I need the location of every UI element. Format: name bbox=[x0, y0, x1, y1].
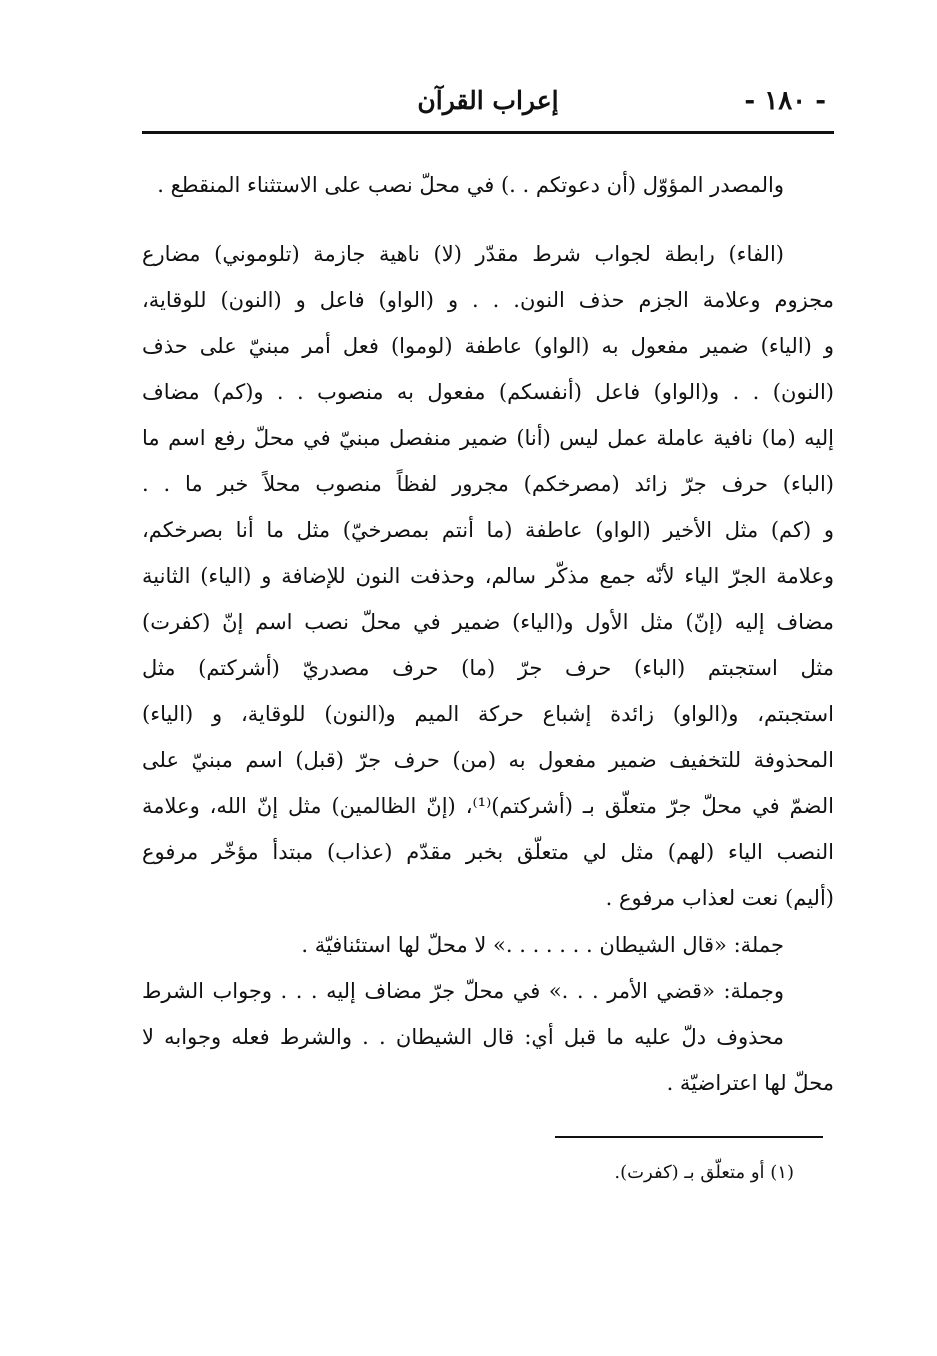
paragraph-line: (النون) . . و(الواو) فاعل (أنفسكم) مفعول به منصوب . . و(كم) مضاف bbox=[142, 380, 834, 404]
book-title: إعراب القرآن bbox=[417, 86, 559, 115]
page-number: - ١٨٠ - bbox=[744, 86, 826, 116]
grammar-analysis-paragraph bbox=[142, 231, 834, 921]
paragraph-line: و (كم) مثل الأخير (الواو) عاطفة (ما أنتم بمصرخيّ) مثل ما أنا بصرخكم، bbox=[142, 518, 834, 542]
paragraph-line: استجبتم، و(الواو) زائدة إشباع حركة الميم و(النون) للوقاية، و (الياء) bbox=[142, 702, 834, 726]
paragraph-line: مجزوم وعلامة الجزم حذف النون. . . و (الواو) فاعل و (النون) للوقاية، bbox=[142, 288, 834, 312]
paragraph-line: مثل استجبتم (الباء) حرف جرّ (ما) حرف مصدريّ (أشركتم) مثل bbox=[142, 656, 834, 680]
sentence-line: جملة: «قال الشيطان . . . . . . .» لا محلّ لها استئنافيّة . bbox=[301, 933, 784, 957]
header-divider bbox=[142, 131, 834, 134]
page-header bbox=[142, 84, 834, 132]
sentence-line: محلّ لها اعتراضيّة . bbox=[666, 1071, 834, 1095]
paragraph-line: إليه (ما) نافية عاملة عمل ليس (أنا) ضمير منفصل مبنيّ في محلّ رفع اسم ما bbox=[142, 426, 834, 450]
footnote-divider bbox=[555, 1136, 823, 1138]
paragraph-line: (أليم) نعت لعذاب مرفوع . bbox=[605, 886, 834, 910]
paragraph-line: (الفاء) رابطة لجواب شرط مقدّر (لا) ناهية جازمة (تلوموني) مضارع bbox=[142, 242, 784, 266]
paragraph-line: المحذوفة للتخفيف ضمير مفعول به (من) حرف جرّ (قبل) اسم مبنيّ على bbox=[142, 748, 834, 772]
paragraph-line: و (الياء) ضمير مفعول به (الواو) عاطفة (لوموا) فعل أمر مبنيّ على حذف bbox=[142, 334, 834, 358]
intro-paragraph bbox=[142, 162, 834, 208]
paragraph-line: مضاف إليه (إنّ) مثل الأول و(الياء) ضمير في محلّ نصب اسم إنّ (كفرت) bbox=[142, 610, 834, 634]
sentences-paragraph bbox=[142, 922, 834, 1106]
paragraph-line: النصب الياء (لهم) مثل لي متعلّق بخبر مقدّم (عذاب) مبتدأ مؤخّر مرفوع bbox=[142, 840, 834, 864]
sentence-line: محذوف دلّ عليه ما قبل أي: قال الشيطان . . والشرط فعله وجوابه لا bbox=[142, 1025, 784, 1049]
sentence-line: وجملة: «قضي الأمر . . .» في محلّ جرّ مضاف إليه . . . وجواب الشرط bbox=[142, 979, 784, 1003]
paragraph-line: الضمّ في محلّ جرّ متعلّق بـ (أشركتم)⁽¹⁾، (إنّ الظالمين) مثل إنّ الله، وعلامة bbox=[142, 794, 834, 818]
paragraph-line: (الباء) حرف جرّ زائد (مصرخكم) مجرور لفظاً منصوب محلاً خبر ما . . bbox=[142, 472, 834, 496]
intro-line: والمصدر المؤوّل (أن دعوتكم . .) في محلّ نصب على الاستثناء المنقطع . bbox=[157, 173, 784, 197]
footnote: (١) أو متعلّق بـ (كفرت). bbox=[614, 1162, 794, 1183]
paragraph-line: وعلامة الجرّ الياء لأنّه جمع مذكّر سالم، وحذفت النون للإضافة و (الياء) الثانية bbox=[142, 564, 834, 588]
